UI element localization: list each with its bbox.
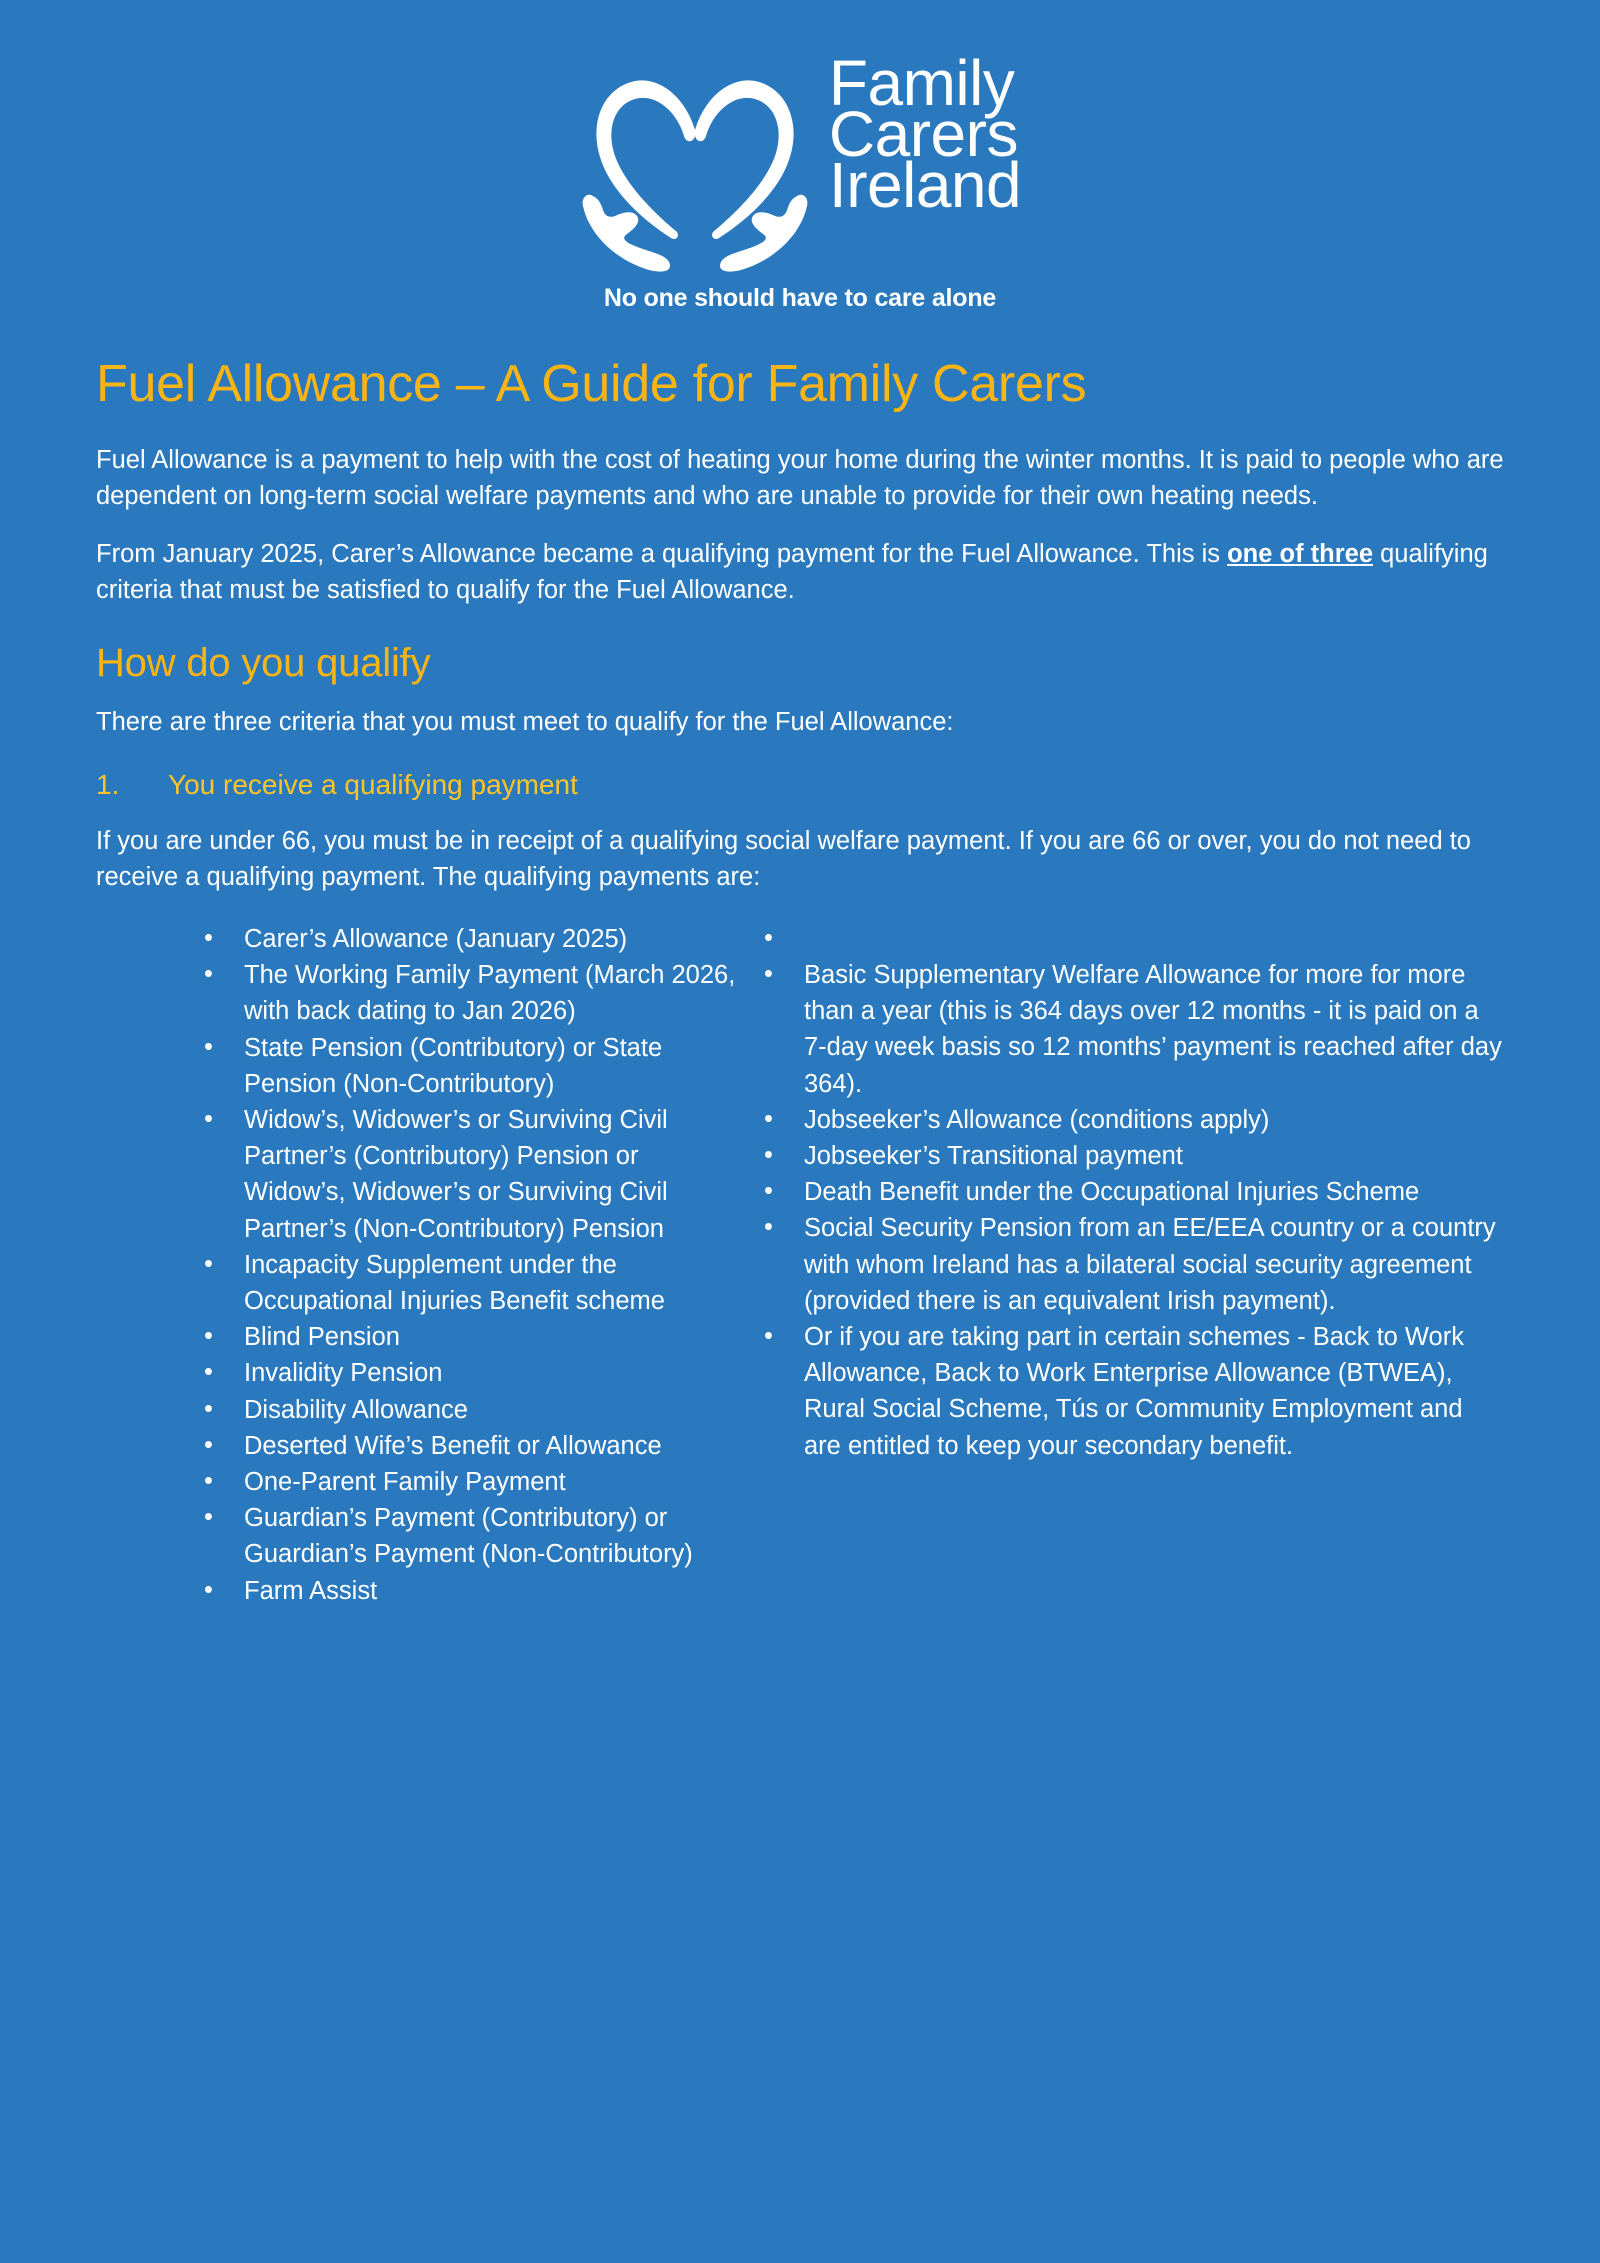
list-item: • Social Security Pension from an EE/EEA country or a country with whom Ireland has a bilateral social security agreement (provided there is an equivalent Irish payment). (760, 1210, 1504, 1319)
wordmark-line-2: Carers (828, 98, 1018, 171)
wordmark (828, 47, 1022, 222)
intro-paragraph-2-part2: qualifying criteria that must be satisfied to qualify for the Fuel Allowance. (96, 540, 1488, 605)
wordmark-line-3: Ireland (828, 149, 1022, 222)
list-item: • Jobseeker’s Allowance (conditions apply) (760, 1102, 1504, 1138)
brand-header (0, 0, 1600, 313)
qualify-lead-text: There are three criteria that you must meet to qualify for the Fuel Allowance: (96, 708, 954, 737)
list-item: • Jobseeker’s Transitional payment (760, 1138, 1504, 1174)
list-item: • Farm Assist (200, 1573, 736, 1609)
list-item: • Deserted Wife’s Benefit or Allowance (200, 1428, 736, 1464)
brand-tagline: No one should have to care alone (603, 284, 997, 312)
one-of-three-emphasis: one of three (1227, 540, 1374, 568)
intro-paragraph-2-part1: From January 2025, Carer’s Allowance became a qualifying payment for the Fuel Allowance. This is (96, 540, 1228, 568)
list-item: • Guardian’s Payment (Contributory) or Guardian’s Payment (Non-Contributory) (200, 1500, 736, 1572)
list-item: • State Pension (Contributory) or State Pension (Non-Contributory) (200, 1030, 736, 1102)
criterion-1-heading (96, 769, 1504, 801)
list-item: • Invalidity Pension (200, 1355, 736, 1391)
qualifying-payments-right-column (736, 921, 1504, 1464)
wordmark-line-1: Family (828, 47, 1015, 119)
criterion-1-number: 1. (96, 768, 120, 800)
qualifying-payments-columns (96, 921, 1504, 1609)
list-item: • Widow’s, Widower’s or Surviving Civil Partner’s (Contributory) Pension or Widow’s, Widower’s or Surviving Civil Partner’s (Non-Contributory) Pension (200, 1102, 736, 1247)
list-item: • Blind Pension (200, 1319, 736, 1355)
section-title-how-do-you-qualify: How do you qualify (96, 641, 431, 686)
qualifying-payments-list-left (200, 921, 736, 1609)
document-body (0, 357, 1600, 1609)
criterion-1-description: If you are under 66, you must be in receipt of a qualifying social welfare payment. If you are 66 or over, you do not need to receive a qualifying payment. The qualifying payments are: (96, 826, 1471, 891)
list-item: • Or if you are taking part in certain schemes - Back to Work Allowance, Back to Work Enterprise Allowance (BTWEA), Rural Social Scheme, Tús or Community Employment and are entitled to keep your secondary benefit. (760, 1319, 1504, 1464)
intro-paragraph-2 (96, 536, 1504, 608)
intro-paragraph-1: Fuel Allowance is a payment to help with the cost of heating your home during the winter months. It is paid to people who are dependent on long-term social welfare payments and who are unable to provide for their own heating needs. (96, 445, 1504, 510)
list-item: • Death Benefit under the Occupational Injuries Scheme (760, 1174, 1504, 1210)
list-item: • One-Parent Family Payment (200, 1464, 736, 1500)
page-title: Fuel Allowance – A Guide for Family Carers (96, 355, 1087, 413)
list-item: • Disability Allowance (200, 1392, 736, 1428)
list-item: • Incapacity Supplement under the Occupational Injuries Benefit scheme (200, 1247, 736, 1319)
list-item: • Carer’s Allowance (January 2025) (200, 921, 736, 957)
qualifying-payments-list-right (760, 921, 1504, 1464)
qualifying-payments-left-column (96, 921, 736, 1609)
list-item: • Basic Supplementary Welfare Allowance for more for more than a year (this is 364 days over 12 months - it is paid on a 7-day week basis so 12 months’ payment is reached after day 364). (760, 957, 1504, 1102)
logo-lockup (579, 47, 1022, 272)
list-item (760, 921, 1504, 957)
list-item: • The Working Family Payment (March 2026, with back dating to Jan 2026) (200, 957, 736, 1029)
heart-in-hands-icon (579, 56, 811, 272)
criterion-1-label: You receive a qualifying payment (168, 768, 578, 800)
